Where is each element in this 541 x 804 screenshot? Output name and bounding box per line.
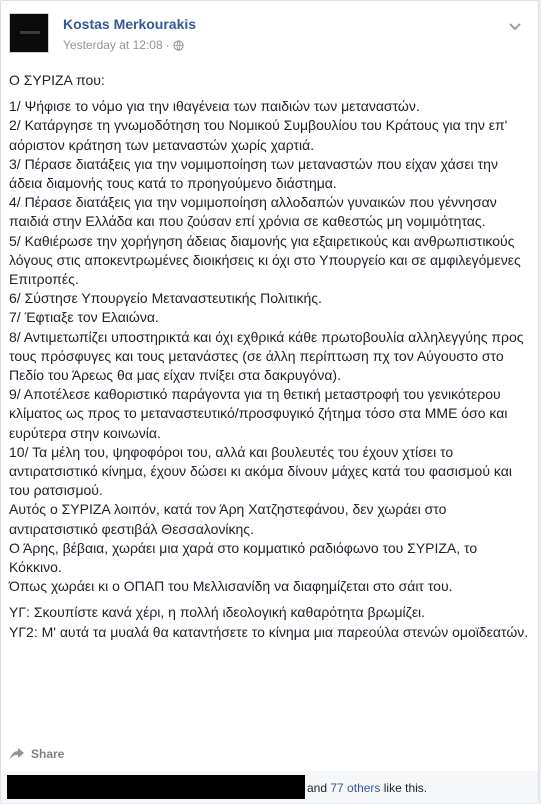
post-line: 5/ Καθιέρωσε την χορήγηση άδειας διαμονής για εξαιρετικούς και ανθρωπιστικούς λόγους στις αποκεντρωμένες διοικήσεις κι όχι στο Υπουργείο και σε αμφιλεγόμενες Επιτροπές. [9, 232, 525, 288]
post-line: 2/ Κατάργησε τη γνωμοδότηση του Νομικού Συμβουλίου του Κράτους για την επ' αόριστον κράτηση των μεταναστών χωρίς χαρτιά. [9, 117, 512, 153]
post-line: 6/ Σύστησε Υπουργείο Μεταναστευτικής Πολιτικής. [9, 290, 322, 307]
likes-summary [307, 781, 427, 795]
avatar[interactable] [9, 13, 49, 53]
post-line: Ο ΣΥΡΙΖΑ που: [9, 72, 105, 88]
post-line: 9/ Αποτέλεσε καθοριστικό παράγοντα για τη θετική μεταστροφή του γενικότερου κλίματος ως προς το μεταναστευτικό/προσφυγικό ζήτημα τόσο στα ΜΜΕ όσο και ευρύτερα στην κοινωνία. [9, 386, 512, 441]
others-link[interactable]: 77 others [330, 781, 381, 795]
post-line: 4/ Πέρασε διατάξεις για την νομιμοποίηση αλλοδαπών γυναικών που γέννησαν παιδιά στην Ελλάδα και που ζούσαν επί χρόνια σε καθεστώς μη νομιμότητας. [9, 194, 501, 230]
timestamp[interactable]: Yesterday at 12:08 [63, 38, 163, 52]
likes-suffix: like this. [383, 781, 428, 795]
post-line: 3/ Πέρασε διατάξεις για την νομιμοποίηση των μεταναστών που είχαν χάσει την άδεια διαμονής τους κατά το προηγούμενο διάστημα. [9, 155, 502, 192]
post-header [9, 13, 530, 59]
avatar-mark [20, 31, 40, 34]
post-line: Όπως χωράει κι ο ΟΠΑΠ του Μελλισανίδη να διαφημίζεται στο σάιτ του. [9, 578, 453, 595]
likes-and: and [307, 781, 328, 795]
author-name[interactable]: Kostas Merkourakis [63, 16, 197, 32]
post-line: 7/ Έφτιαξε τον Ελαιώνα. [9, 309, 159, 326]
paragraph-gap [9, 596, 531, 603]
share-icon [9, 747, 25, 761]
post-body [9, 71, 531, 642]
share-label: Share [31, 747, 65, 761]
post-meta [63, 38, 184, 52]
meta-separator: · [165, 38, 170, 52]
chevron-down-icon[interactable] [508, 19, 522, 33]
globe-icon[interactable] [173, 40, 184, 51]
post-line: ΥΓ: Σκουπίστε κανά χέρι, η πολλή ιδεολογική καθαρότητα βρωμίζει. [9, 604, 426, 621]
post-line: 8/ Αντιμετωπίζει υποστηρικτά και όχι εχθρικά κάθε πρωτοβουλία αλληλεγγύης προς τους πρόσφυγες και τους μετανάστες (σε άλλη περίπτωση πχ τον Αύγουστο στο Πεδίο του Άρεως θα μας είχαν πνίξει στα δακρυγόνα). [9, 328, 528, 384]
post-line: 1/ Ψήφισε το νόμο για την ιθαγένεια των παιδιών των μεταναστών. [9, 98, 420, 115]
post-line: Ο Άρης, βέβαια, χωράει μια χαρά στο κομματικό ραδιόφωνο του ΣΥΡΙΖΑ, το Κόκκινο. [9, 539, 482, 576]
post-line: ΥΓ2: Μ' αυτά τα μυαλά θα καταντήσετε το κίνημα μια παρεούλα στενών ομοϊδεατών. [9, 623, 529, 640]
paragraph-gap [9, 90, 531, 97]
post-line: Αυτός ο ΣΥΡΙΖΑ λοιπόν, κατά τον Άρη Χατζηστεφάνου, δεν χωράει στο αντιρατσιστικό φεστιβάλ Θεσσαλονίκης. [9, 501, 451, 537]
post-line: 10/ Τα μέλη του, ψηφοφόροι του, αλλά και βουλευτές του έχουν χτίσει το αντιρατσιστικό κίνημα, έχουν δώσει κι ακόμα δίνουν μάχες κατά του φασισμού και του ρατσισμού. [9, 443, 516, 499]
redacted-names [7, 775, 305, 799]
share-button[interactable] [9, 743, 64, 765]
likes-bar [1, 771, 538, 803]
